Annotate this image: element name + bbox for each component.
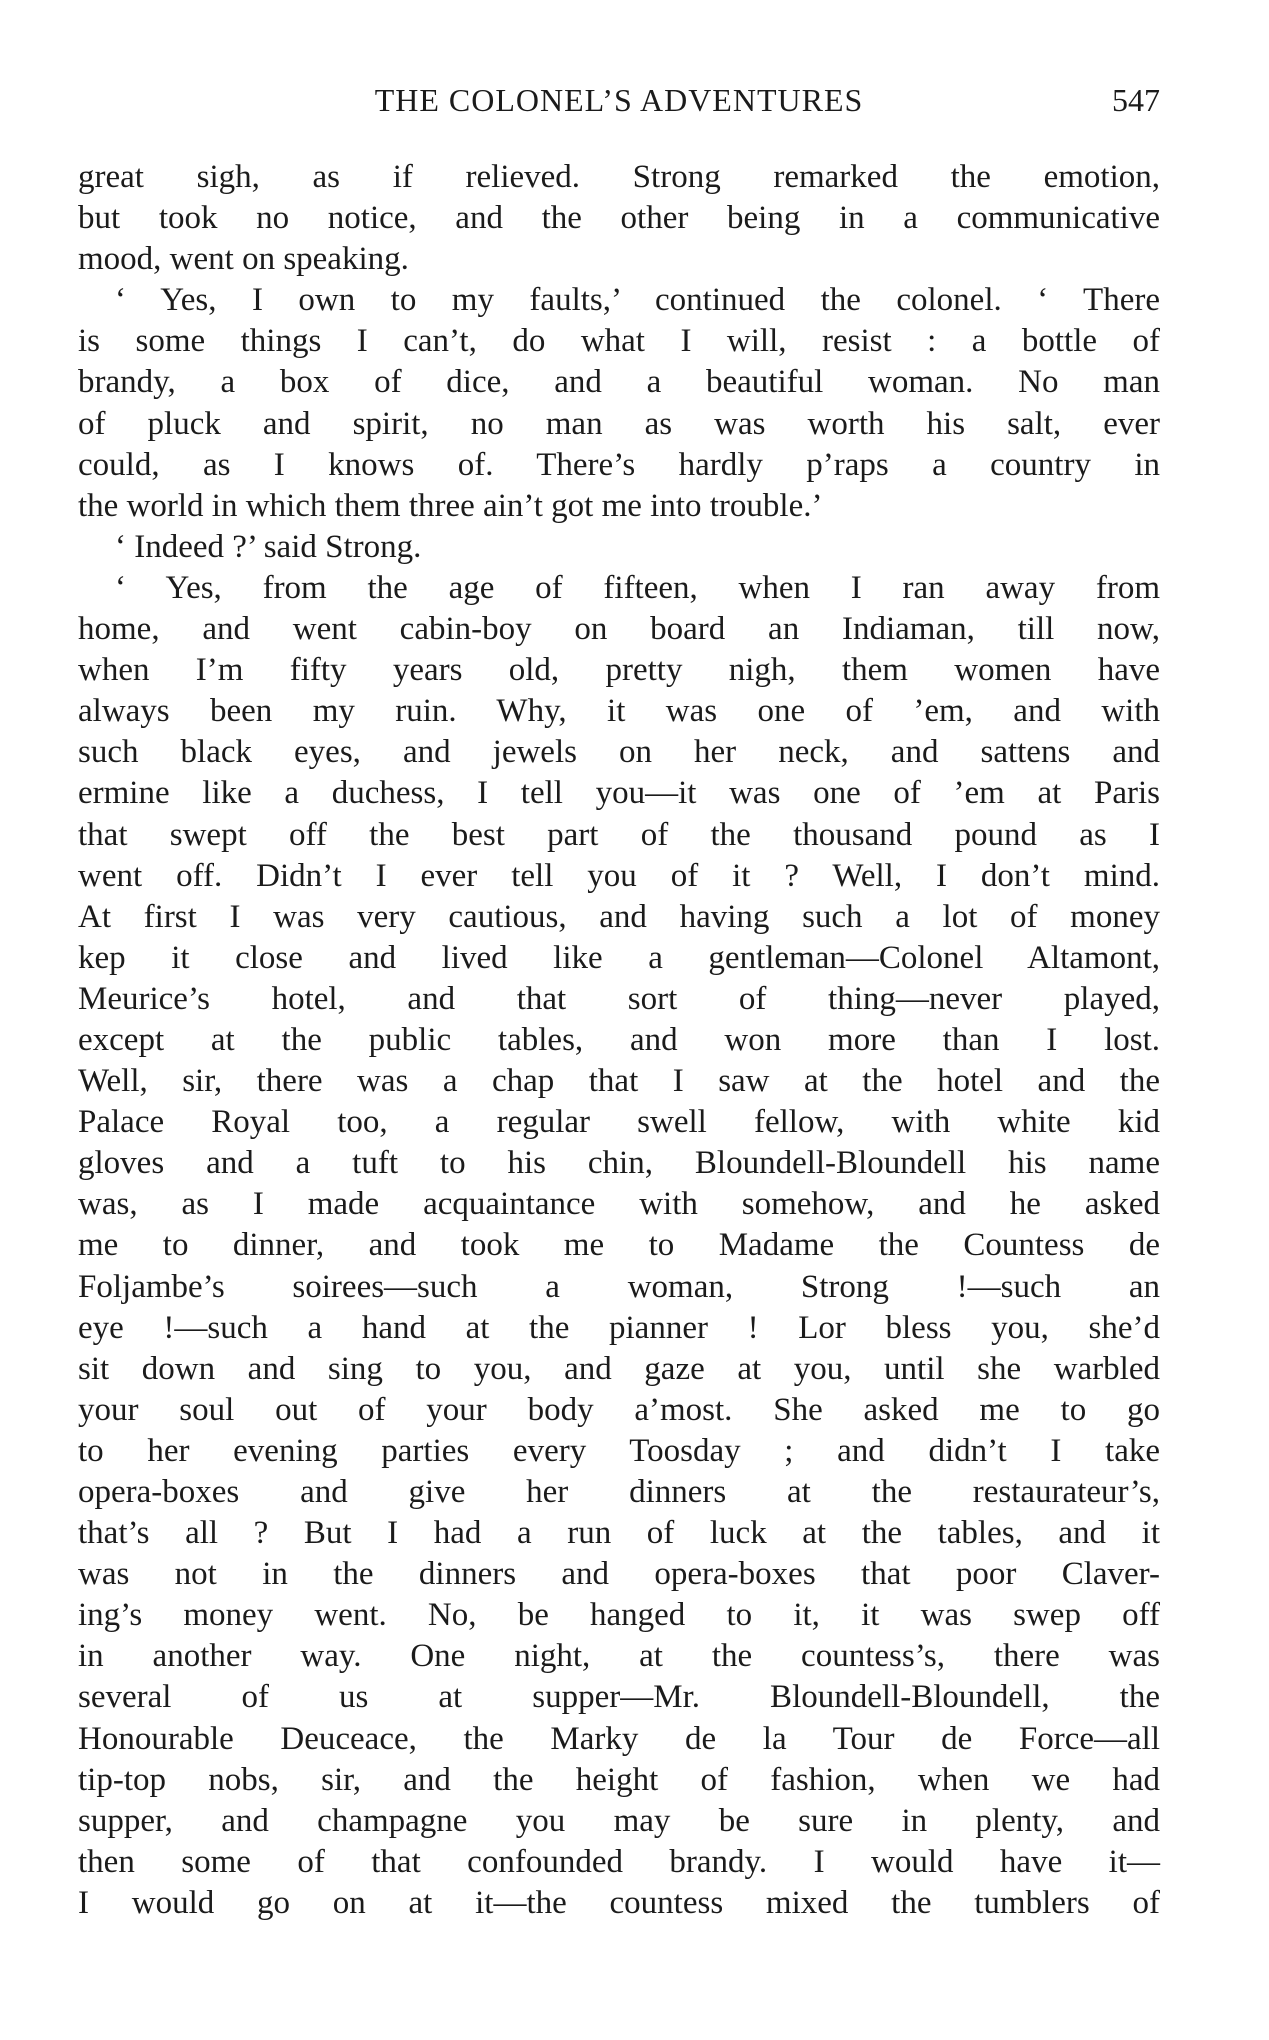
text-line: except at the public tables, and won more than I lost.	[78, 1021, 1160, 1058]
text-line: tip-top nobs, sir, and the height of fashion, when we had	[78, 1761, 1160, 1798]
text-line: several of us at supper—Mr. Bloundell-Bloundell, the	[78, 1679, 1160, 1716]
text-line: your soul out of your body a’most. She asked me to go	[78, 1391, 1160, 1428]
text-line: could, as I knows of. There’s hardly p’raps a country in	[78, 446, 1160, 483]
text-line: then some of that confounded brandy. I would have it—	[78, 1843, 1160, 1880]
text-line: me to dinner, and took me to Madame the Countess de	[78, 1227, 1160, 1264]
text-line: ‘ Yes, I own to my faults,’ continued the colonel. ‘ There	[115, 282, 1160, 319]
text-line: Meurice’s hotel, and that sort of thing—never played,	[78, 980, 1160, 1017]
text-line: At first I was very cautious, and having such a lot of money	[78, 898, 1160, 935]
text-line: to her evening parties every Toosday ; and didn’t I take	[78, 1432, 1160, 1469]
text-line: ing’s money went. No, be hanged to it, it was swep off	[78, 1597, 1160, 1634]
text-line: ‘ Indeed ?’ said Strong.	[115, 528, 422, 565]
text-line: supper, and champagne you may be sure in plenty, and	[78, 1802, 1160, 1839]
text-line: opera-boxes and give her dinners at the restaurateur’s,	[78, 1474, 1160, 1510]
text-line: ‘ Yes, from the age of fifteen, when I ran away from	[115, 569, 1160, 606]
text-line: when I’m fifty years old, pretty nigh, them women have	[78, 652, 1160, 689]
text-line: in another way. One night, at the countess’s, there was	[78, 1638, 1160, 1675]
text-line: that’s all ? But I had a run of luck at the tables, and it	[78, 1515, 1160, 1552]
text-line: I would go on at it—the countess mixed the tumblers of	[78, 1884, 1160, 1921]
text-line: Palace Royal too, a regular swell fellow, with white kid	[78, 1104, 1160, 1141]
text-line: Foljambe’s soirees—such a woman, Strong !—such an	[78, 1268, 1160, 1305]
text-line: such black eyes, and jewels on her neck, and sattens and	[78, 734, 1160, 771]
text-line: the world in which them three ain’t got me into trouble.’	[78, 487, 823, 524]
body-text	[78, 157, 1160, 1924]
text-line: great sigh, as if relieved. Strong remarked the emotion,	[78, 159, 1160, 195]
text-line: is some things I can’t, do what I will, resist : a bottle of	[78, 323, 1160, 360]
text-line: home, and went cabin-boy on board an Indiaman, till now,	[78, 611, 1160, 648]
text-line: always been my ruin. Why, it was one of ’em, and with	[78, 693, 1160, 730]
text-line: was not in the dinners and opera-boxes that poor Claver-	[78, 1556, 1160, 1593]
text-line: Well, sir, there was a chap that I saw at the hotel and the	[78, 1063, 1160, 1100]
text-line: brandy, a box of dice, and a beautiful woman. No man	[78, 364, 1160, 401]
text-line: Honourable Deuceace, the Marky de la Tour de Force—all	[78, 1720, 1160, 1757]
text-line: but took no notice, and the other being in a communicative	[78, 200, 1160, 237]
text-line: sit down and sing to you, and gaze at you, until she warbled	[78, 1350, 1160, 1387]
page-number: 547	[1112, 82, 1160, 118]
text-line: eye !—such a hand at the pianner ! Lor bless you, she’d	[78, 1309, 1160, 1346]
running-title: THE COLONEL’S ADVENTURES	[374, 82, 864, 118]
text-line: ermine like a duchess, I tell you—it was one of ’em at Paris	[78, 775, 1160, 812]
running-head	[78, 76, 1160, 124]
text-line: mood, went on speaking.	[78, 241, 409, 278]
text-line: of pluck and spirit, no man as was worth his salt, ever	[78, 405, 1160, 442]
text-line: that swept off the best part of the thousand pound as I	[78, 816, 1160, 853]
text-line: was, as I made acquaintance with somehow, and he asked	[78, 1186, 1160, 1223]
text-line: went off. Didn’t I ever tell you of it ? Well, I don’t mind.	[78, 857, 1160, 894]
text-line: kep it close and lived like a gentleman—Colonel Altamont,	[78, 939, 1160, 976]
text-line: gloves and a tuft to his chin, Bloundell-Bloundell his name	[78, 1145, 1160, 1182]
